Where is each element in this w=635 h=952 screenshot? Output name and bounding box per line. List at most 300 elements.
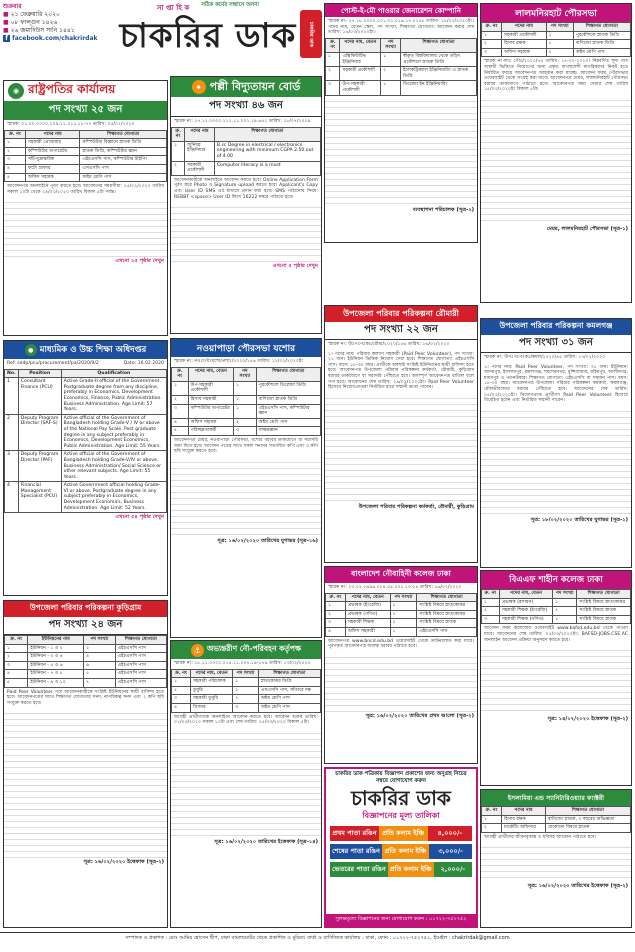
table-cell: Financial Management Specialist (PCU) bbox=[18, 482, 61, 513]
ad-secondary-education bbox=[3, 340, 168, 596]
table-header-cell: পদ সংখ্যা bbox=[390, 593, 417, 602]
table-header-cell: পদের নাম, বেতন bbox=[499, 590, 552, 599]
table-cell: ৫ bbox=[5, 678, 28, 687]
table-header-cell: পদ সংখ্যা bbox=[233, 669, 259, 678]
table-header-row bbox=[482, 590, 631, 599]
table-row bbox=[5, 164, 167, 173]
ad-inland-memo: স্মারক নং: ১৮.১১.০০০০.০১৪.১১.০০৭.১৯-১৭৯ তারিখ: ১৩/০২/২০২০ bbox=[174, 661, 311, 666]
ad-navy-college bbox=[324, 566, 478, 764]
ad-islamia-title: ইসলামিয়া এন্ড স্যানিটারিওয়্যার ফ্যাক্টরী bbox=[481, 790, 631, 806]
masthead-facebook[interactable]: f facebook.com/chakrirdak bbox=[3, 35, 115, 43]
table-row bbox=[172, 381, 321, 395]
table-cell: গ্রিজার bbox=[190, 703, 232, 712]
table-cell: ৪ bbox=[172, 418, 189, 427]
rate-row bbox=[330, 826, 472, 841]
ad-rural bbox=[170, 76, 322, 334]
table-cell: ৭ bbox=[84, 678, 116, 687]
rate-cell: প্রতি কলাম ইঞ্চি bbox=[382, 844, 429, 859]
table-cell: অষ্টম শ্রেণি পাস bbox=[258, 695, 320, 704]
table-cell: ৩ bbox=[172, 404, 189, 418]
ad-kurigram-table bbox=[4, 635, 167, 688]
table-row bbox=[326, 602, 477, 611]
ad-kamalganj-body: ১। পদের নাম: Paid Peer Volunteer, পদ সংখ্যা: ৩১ জন। ইউনিয়ন: আদমপুর, ইসলামপুর, কমলগঞ্জ, শমশেরনগর, মুন্সিবাজার, রহিমপুর, আলীনগর, মাধবপুর ও পতনউষার। শিক্ষাগত যোগ্যতা: এইচএসসি বা সমমান পাস। বয়স: ১৮-৩০ বছর। আবেদনপত্র উপজেলা পরিবার পরিকল্পনা কর্মকর্তা, কমলগঞ্জ, মৌলভীবাজার বরাবর পৌঁছাতে হবে। আবেদনের শেষ তারিখ: ০৫/০৩/২০২০ইং। নিয়োগপ্রাপ্ত প্রার্থীগণ Paid Peer Volunteer হিসেবে বিবেচিত হবেন এবং নির্ধারিত সম্মানী পাবেন। bbox=[484, 364, 628, 404]
ad-rural-title: ✦ পল্লী বিদ্যুতায়ন বোর্ড bbox=[171, 77, 321, 97]
ad-noapara-body: আবেদনপত্র মেয়র, নওয়াপাড়া পৌরসভা, যশোর বরাবর ডাকযোগে বা সরাসরি জমা দিতে হবে। আবেদন পত্রের সাথে সকল সনদের সত্যায়িত কপি এবং ৩ কপি ছবি সংযুক্ত করতে হবে। bbox=[174, 437, 318, 455]
table-cell: ৩ bbox=[5, 156, 26, 165]
ad-inland-water bbox=[170, 640, 322, 928]
footer-text: সম্পাদক ও প্রকাশক : মোঃ আমির হোসেন দ্বীপ, ঢাকা বাংলামোটর থেকে প্রকাশিত ও মুদ্রিত। বার্তা ও বাণিজ্যিক কার্যালয় : ঢাকা, ফোন : ০১৭২২-৭৫২৭৫২, ইমেইল : chakrirdak@gmail.com bbox=[125, 935, 510, 941]
table-row bbox=[5, 482, 167, 513]
ad-navy-closing: সূত্র: ১৬/০২/২০২০ তারিখের প্রথম আলো (সূত্র-২) bbox=[365, 712, 474, 719]
ad-lalmonirhat bbox=[480, 3, 632, 303]
ad-secondary-ref: Ref: sedp/pcu/procurement/pa/2020/9/2 bbox=[7, 361, 99, 366]
table-cell: ইউনিয়ন - ৭ ও ৮ bbox=[28, 670, 84, 679]
table-header-cell: পদের নাম, বেতন bbox=[340, 38, 381, 52]
ad-rate-card bbox=[324, 767, 478, 928]
table-header-cell: ক্র. নং bbox=[5, 130, 26, 139]
table-cell: ১ bbox=[546, 31, 573, 40]
table-cell: ১ bbox=[546, 40, 573, 49]
table-cell: Deputy Program Director (SAF-S) bbox=[18, 414, 61, 451]
table-cell: ২ bbox=[172, 161, 185, 175]
table-header-row bbox=[172, 127, 321, 141]
table-cell: এসএসসি পাস bbox=[80, 164, 167, 173]
table-cell: প্রভাষক (রসায়ন) bbox=[499, 598, 552, 607]
table-cell: ১ bbox=[381, 52, 401, 66]
table-cell: সহকারী প্রকৌশলী bbox=[502, 31, 547, 40]
table-header-cell: পদের নাম, বেতন bbox=[190, 669, 232, 678]
table-cell: ৪ bbox=[172, 703, 191, 712]
table-cell: ৩ bbox=[5, 661, 28, 670]
table-cell: অষ্টম শ্রেণি পাস bbox=[573, 48, 630, 57]
table-cell: ২ bbox=[546, 48, 573, 57]
table-row bbox=[482, 40, 631, 49]
table-header-cell: শিক্ষাগত যোগ্যতা bbox=[80, 130, 167, 139]
bulb-icon: ✦ bbox=[192, 80, 206, 94]
table-cell: অষ্টম শ্রেণি পাস bbox=[256, 418, 320, 427]
table-header-cell: শিক্ষাগত যোগ্যতা bbox=[577, 590, 631, 599]
ad-raumari-title: উপজেলা পরিবার পরিকল্পনা রৌমারী bbox=[325, 306, 477, 322]
table-row bbox=[172, 686, 321, 695]
ad-inland-table bbox=[171, 669, 321, 713]
table-cell: স্নাতক ডিগ্রি, কম্পিউটার জ্ঞান bbox=[80, 147, 167, 156]
table-cell: ১ bbox=[553, 615, 577, 624]
table-cell: ১ bbox=[482, 598, 500, 607]
table-cell: ১ bbox=[390, 610, 417, 619]
table-cell: কম্পিউটার অপারেটর bbox=[188, 404, 233, 418]
table-cell: ২ bbox=[233, 686, 259, 695]
rate-cell: প্রতি কলাম ইঞ্চি bbox=[388, 862, 434, 877]
table-cell: ৫ bbox=[172, 427, 189, 436]
table-cell: সহকারী পরিচালক bbox=[190, 678, 232, 687]
table-header-cell: শিক্ষাগত যোগ্যতা bbox=[256, 367, 320, 381]
table-header-row bbox=[172, 669, 321, 678]
table-header-cell: পদ সংখ্যা bbox=[546, 23, 573, 32]
table-header-cell: No. bbox=[5, 369, 19, 378]
table-cell: ১ bbox=[381, 81, 401, 95]
table-cell: এসএসসি পাস, সাঁতারে দক্ষ bbox=[258, 686, 320, 695]
rate-cell: ৩,০০০/- bbox=[429, 844, 472, 859]
table-cell: ১ bbox=[233, 678, 259, 687]
table-cell: এইচএসসি পাস, কম্পিউটার টাইপিং bbox=[80, 156, 167, 165]
ad-kurigram-closing: সূত্র: ১৬/০২/২০২০ ইত্তেফাক (সূত্র-২) bbox=[83, 859, 164, 866]
table-cell: ১ bbox=[234, 395, 257, 404]
table-row bbox=[5, 644, 167, 653]
table-cell: ১ bbox=[5, 644, 28, 653]
table-header-cell: পদের নাম bbox=[185, 127, 215, 141]
table-header-row bbox=[482, 23, 631, 32]
table-cell: ২ bbox=[172, 686, 191, 695]
table-cell: ৩ bbox=[234, 427, 257, 436]
ad-president-table bbox=[4, 130, 167, 183]
table-row bbox=[326, 67, 477, 81]
table-row bbox=[326, 52, 477, 66]
table-cell: ৪ bbox=[5, 164, 26, 173]
table-cell: ১ bbox=[390, 627, 417, 636]
table-header-cell: ক্র. নং bbox=[482, 807, 502, 816]
table-header-cell: ক্র. নং bbox=[326, 593, 346, 602]
rate-cell: প্রথম পাতা রঙিন bbox=[330, 826, 379, 841]
rate-row bbox=[330, 862, 472, 877]
ad-islamia bbox=[480, 789, 632, 928]
table-cell: হিসাব রক্ষক bbox=[502, 815, 546, 824]
ad-raumari-post-count: পদ সংখ্যা ২২ জন bbox=[325, 322, 477, 340]
ad-raumari-filler bbox=[325, 393, 477, 503]
table-cell: পুরকৌশলে ডিপ্লোমা ডিগ্রি bbox=[256, 381, 320, 395]
table-cell: অফিস সহায়ক bbox=[188, 418, 233, 427]
ad-kurigram-title: উপজেলা পরিবার পরিকল্পনা কুড়িগ্রাম bbox=[4, 601, 167, 617]
table-cell: ৪ bbox=[84, 653, 116, 662]
table-cell: Active Grade-II official of the Government. Postgraduate degree from any discipline, preferably in Economics, Development Economics, Finance, Public Administration. Business Administration. Age Limit: 57 Years. bbox=[61, 378, 166, 415]
masthead-brand bbox=[118, 2, 298, 72]
ad-kamalganj-title: উপজেলা পরিবার পরিকল্পনা কমলগঞ্জ bbox=[481, 319, 631, 335]
ad-secondary-ref-line bbox=[4, 359, 167, 369]
ad-power-title: পোস্ট-ই-মৌ পাওয়ার জেনারেশন কোম্পানি bbox=[325, 4, 477, 17]
table-cell: ২ bbox=[172, 395, 189, 404]
table-cell: যেকোনো বিষয়ে স্নাতক bbox=[545, 824, 630, 833]
table-cell: অফিস সহায়ক bbox=[502, 48, 547, 57]
table-header-cell: পদের নাম, বেতন bbox=[188, 367, 233, 381]
table-row bbox=[172, 395, 321, 404]
ad-president-memo: স্মারক: ০১.০০.০০০০.০০৯.১১.০১১.১৮-৭৭ তারিখ: ০৫/০২/২০২০ bbox=[7, 122, 135, 127]
table-cell: সংশ্লিষ্ট বিষয়ে স্নাতকোত্তর bbox=[577, 598, 631, 607]
facebook-icon: f bbox=[3, 35, 10, 42]
table-cell: হিসাব রক্ষক bbox=[502, 40, 547, 49]
table-row bbox=[5, 451, 167, 482]
ad-raumari-closing: উপজেলা পরিবার পরিকল্পনা কর্মকর্তা, রৌমারী, কুড়িগ্রাম bbox=[358, 503, 474, 510]
ad-noapara-memo: স্মারক নং: নওঃপৌঃযশো/প্রশাঃ/২০২০/১৫৬ তারিখ: ১২/০২/২০২০ইং bbox=[174, 359, 304, 364]
table-cell: ডিপ্লোমা ইন ইঞ্জিনিয়ারিং bbox=[401, 81, 477, 95]
table-cell: 2 bbox=[5, 414, 19, 451]
date-block bbox=[3, 3, 115, 43]
table-row bbox=[482, 824, 631, 833]
table-cell: এইচএসসি পাস bbox=[115, 670, 166, 679]
ad-president-filler bbox=[4, 197, 167, 257]
rate-cell: প্রতি কলাম ইঞ্চি bbox=[379, 826, 428, 841]
table-header-cell: পদের নাম, বেতন bbox=[345, 593, 390, 602]
table-cell: স্বীকৃত বিশ্ববিদ্যালয় থেকে তড়িৎ প্রকৌশলে স্নাতক ডিগ্রি bbox=[401, 52, 477, 66]
ad-kurigram-filler bbox=[4, 708, 167, 858]
table-row bbox=[5, 678, 167, 687]
table-header-row bbox=[172, 367, 321, 381]
ad-islamia-closing: সূত্র: ১৬/০২/২০২০ তারিখের ইত্তেফাক (সূত্র-২) bbox=[527, 883, 628, 890]
rate-cell: ভেতরের পাতা রঙিন bbox=[330, 862, 388, 877]
ad-president-body: আবেদনপত্র অনলাইনে পূরণ করতে হবে। আবেদনের সময়সীমা: ২৫/০২/২০২০ তারিখ সকাল ১০টা থেকে ২৪/০৩/২০২০ তারিখ বিকাল ৫টা পর্যন্ত। bbox=[7, 184, 164, 195]
ad-lalmonirhat-body: স্মারক নং-লাঃ পৌঃ/২০২০/৭৩ তারিখ: ১৭-০২-২০২০। নিম্নবর্ণিত শূন্য পদে অস্থায়ী ভিত্তিতে নিয়োগের জন্য প্রকৃত বাংলাদেশী নাগরিকদের নিকট হতে নির্ধারিত ফরমে আবেদনপত্র আহবান করা যাচ্ছে। আবেদন ফরম পৌরসভার ওয়েবসাইট থেকে সংগ্রহ করা যাবে। আবেদনপত্র মেয়র, লালমনিরহাট পৌরসভা বরাবর ডাকযোগে পাঠাতে হবে। আবেদনপত্র জমা দেয়ার শেষ তারিখ ১৫/০৩/২০২০ইং বিকাল ৫টা। bbox=[484, 59, 628, 93]
table-row bbox=[172, 404, 321, 418]
masthead-side-badge: চাকরির ডাক bbox=[300, 10, 322, 58]
table-row bbox=[5, 653, 167, 662]
table-cell: ৩ bbox=[482, 48, 502, 57]
table-header-cell: শিক্ষাগত যোগ্যতা bbox=[401, 38, 477, 52]
table-cell: ২ bbox=[381, 67, 401, 81]
table-cell: সহকারী প্রোগ্রামার bbox=[25, 139, 80, 148]
table-cell: এইচএসসি পাস, কম্পিউটার জ্ঞান bbox=[256, 404, 320, 418]
calendar-icon: ■ bbox=[3, 27, 9, 34]
table-row bbox=[172, 427, 321, 436]
rate-row bbox=[330, 844, 472, 859]
ad-navy-title: বাংলাদেশ নৌবাহিনী কলেজ ঢাকা bbox=[325, 567, 477, 583]
table-cell: ৩ bbox=[326, 619, 346, 628]
ad-rural-body: আবেদনকারীকে অনলাইনে আবেদন করতে হবে। Online Application Form পূরণ করে Photo ও Signature upload করতে হবে। Applicant's Copy এবং User ID SMS এর মাধ্যমে প্রদান করা হবে। SMS পাঠানোর নিয়ম: REBBT <space> User ID লিখে 16222 নম্বরে পাঠাতে হবে। bbox=[174, 177, 318, 200]
ad-secondary-date: Date: 16.02.2020 bbox=[123, 361, 164, 366]
table-row bbox=[5, 661, 167, 670]
table-row bbox=[172, 418, 321, 427]
table-header-cell: ক্র. নং bbox=[326, 38, 340, 52]
ad-navy-filler bbox=[325, 652, 477, 712]
table-row bbox=[482, 607, 631, 616]
anchor-icon: ⚓ bbox=[191, 644, 204, 657]
table-cell: ৩ bbox=[482, 615, 500, 624]
ad-inland-filler bbox=[171, 728, 321, 838]
ad-president bbox=[3, 80, 168, 336]
table-header-cell: পদ সংখ্যা bbox=[84, 636, 116, 645]
table-header-row bbox=[5, 636, 167, 645]
ad-navy-memo: স্মারক নং: ২৩.০২.২৬৯৬.০১৪.০৫.০০১.২০.২৪ তারিখ: ১৬/০২/২০২০ bbox=[328, 585, 462, 590]
ad-baf-shaheen bbox=[480, 570, 632, 786]
table-header-row bbox=[5, 369, 167, 378]
table-cell: হিসাব সহকারী bbox=[188, 395, 233, 404]
table-header-cell: পদ সংখ্যা bbox=[381, 38, 401, 52]
ad-inland-closing: সূত্র: ১৬/০২/২০২০ তারিখের ইত্তেফাক (সূত্র-১৪) bbox=[214, 838, 318, 845]
table-row bbox=[172, 161, 321, 175]
ad-rate-subtitle: বিজ্ঞাপনের মূল্য তালিকা bbox=[362, 811, 440, 821]
table-cell: ইলেকট্রিক্যাল ইঞ্জিনিয়ারিং এ স্নাতক ডিগ্রি bbox=[401, 67, 477, 81]
ad-noapara-filler bbox=[171, 457, 321, 537]
table-cell: সাক্ষরজ্ঞান bbox=[256, 427, 320, 436]
calendar-icon: ■ bbox=[3, 11, 9, 18]
table-header-cell: ক্র. নং bbox=[482, 590, 500, 599]
masthead-weekly: সা প্তা হি ক সঠিক কর্মের সন্ধানে অনন্য bbox=[156, 2, 260, 12]
table-header-cell: শিক্ষাগত যোগ্যতা bbox=[545, 807, 630, 816]
ad-islamia-filler bbox=[481, 842, 631, 882]
table-cell: ৩ bbox=[172, 695, 191, 704]
ad-kurigram bbox=[3, 600, 168, 928]
table-cell: Computer literacy is a must bbox=[214, 161, 320, 175]
ad-baf-title: বিএএফ শাহীন কলেজ ঢাকা bbox=[481, 571, 631, 589]
ad-power-filler bbox=[325, 96, 477, 206]
table-row bbox=[5, 670, 167, 679]
table-cell: ৩ bbox=[233, 703, 259, 712]
table-header-cell: ইউনিয়নের নাম bbox=[28, 636, 84, 645]
table-cell: এইচএসসি পাস bbox=[115, 661, 166, 670]
table-cell: ১ bbox=[234, 404, 257, 418]
table-cell: পুরকৌশলে স্নাতক ডিগ্রি bbox=[573, 31, 630, 40]
table-row bbox=[482, 615, 631, 624]
ad-lalmonirhat-table bbox=[481, 22, 631, 57]
table-row bbox=[326, 81, 477, 95]
table-cell: ২ bbox=[482, 607, 500, 616]
table-cell: Active official of the Government of Bangladesh holding Grade-V/IV or above. Business Administration/ Social Science or other relevant subjects. Age Limit: 55 Years. bbox=[61, 451, 166, 482]
table-cell: ২ bbox=[326, 67, 340, 81]
table-cell: সহকারী শিক্ষক bbox=[345, 619, 390, 628]
table-cell: ৫ bbox=[5, 173, 26, 182]
table-cell: সহকারী শিক্ষক (ইংরেজি) bbox=[499, 607, 552, 616]
table-cell: 3 bbox=[5, 451, 19, 482]
table-header-row bbox=[326, 593, 477, 602]
table-row bbox=[5, 147, 167, 156]
table-cell: ইউনিয়ন - ৩ ও ৪ bbox=[28, 653, 84, 662]
table-cell: প্রভাষক (গণিত) bbox=[345, 610, 390, 619]
table-cell: Active official of the Government of Bangladesh holding Grade-V / IV or above of the National Pay Scale. Post graduate degree in any subject preferably in Economics, Development Economics, Public Administration. Age Limit: 55 Years. bbox=[61, 414, 166, 451]
table-header-cell: Qualification bbox=[61, 369, 166, 378]
emblem-icon: ● bbox=[25, 344, 37, 356]
ad-power-body: স্মারক নং- ২৭.১৮.০০০০.০০১.৩১.০১৬.১৭.০১৫৮ তারিখ- ১৮/০২/২০২০ইং। পদের নাম, বেতন স্কেল, পদ সংখ্যা, শিক্ষাগত যোগ্যতা। আবেদন করার শেষ তারিখ: ১৬/০৩/২০২০ইং। bbox=[328, 19, 474, 36]
table-header-cell: পদের নাম bbox=[25, 130, 80, 139]
table-cell: ১ bbox=[234, 381, 257, 395]
table-cell: এইচএসসি পাস bbox=[417, 627, 477, 636]
table-cell: Consultant Finance (PCU) bbox=[18, 378, 61, 415]
table-cell: B.sc Degree in electrical / electronics engineering with minimum CGPA 2.50 out of 4.00 bbox=[214, 141, 320, 161]
rate-cell: শেষের পাতা রঙিন bbox=[330, 844, 382, 859]
ad-raumari-memo: স্মারক নং: উঃপঃপঃকঃ/রৌমা/২০২০/১৫৬ তারিখ: ১৬/০২/২০২০ bbox=[328, 342, 450, 347]
ad-power-closing: ব্যবস্থাপনা পরিচালক (সূত্র-২) bbox=[412, 206, 474, 213]
footer bbox=[0, 932, 635, 952]
table-cell: কম্পিউটার বিজ্ঞানে স্নাতক ডিগ্রি bbox=[80, 139, 167, 148]
table-cell: স্নাতকোত্তর ডিগ্রি bbox=[258, 678, 320, 687]
ad-rural-table bbox=[171, 127, 321, 176]
table-cell: সহকারী শিক্ষক (গণিত) bbox=[499, 615, 552, 624]
ad-islamia-table bbox=[481, 806, 631, 833]
table-header-cell: শিক্ষাগত যোগ্যতা bbox=[417, 593, 477, 602]
table-cell: অফিস সহায়ক bbox=[25, 173, 80, 182]
ad-raumari-body: ১। পদের নাম: পরিবার কল্যাণ সহকারী (Paid Peer Volunteer), পদ সংখ্যা: ২২ জন। ইউনিয়ন ভিত্তিক নিয়োগ দেয়া হবে। শিক্ষাগত যোগ্যতা: এইচএসসি পাস। বয়স: ১৮-৩০ বছর। প্রার্থীকে অবশ্যই সংশ্লিষ্ট ইউনিয়নের স্থায়ী বাসিন্দা হতে হবে। আবেদনপত্র উপজেলা পরিবার পরিকল্পনা কর্মকর্তা, রৌমারী, কুড়িগ্রাম বরাবর ডাকযোগে বা সরাসরি পৌঁছাতে হবে। অসম্পূর্ণ আবেদনপত্র বাতিল বলে গণ্য হবে। আবেদনের শেষ তারিখ: ২৯/০২/২০২০ইং। Paid Peer Volunteer হিসেবে নিয়োগপ্রাপ্তরা নির্ধারিত হারে সম্মানী ভাতা পাবেন। bbox=[328, 351, 474, 391]
ad-navy-table bbox=[325, 593, 477, 637]
table-cell: ফটো গ্রাফার bbox=[25, 164, 80, 173]
ad-lalmonirhat-filler bbox=[481, 95, 631, 225]
table-header-cell: শিক্ষাগত যোগ্যতা bbox=[573, 23, 630, 32]
table-row bbox=[5, 378, 167, 415]
seal-icon: ◉ bbox=[8, 83, 24, 99]
ad-rural-closing: এখনো ৫ পৃষ্ঠার দেখুন bbox=[272, 263, 318, 270]
table-cell: ২ bbox=[5, 653, 28, 662]
table-cell: Active Government official holding Grade-VI or above. Postgraduate degree in any subject preferably in Economics, Development Economics, Business Administration. Age Limit: 52 Years. bbox=[61, 482, 166, 513]
table-cell: ১ bbox=[326, 52, 340, 66]
table-cell: বাণিজ্যে স্নাতক ডিগ্রি bbox=[573, 40, 630, 49]
table-header-row bbox=[5, 130, 167, 139]
table-cell: ৪ bbox=[5, 670, 28, 679]
ad-noapara-table bbox=[171, 367, 321, 436]
table-cell: ২ bbox=[326, 610, 346, 619]
table-cell: ১ bbox=[390, 602, 417, 611]
ad-kamalganj-memo: স্মারক নং: উপঃপঃপঃকঃ/কমল/২০২০/৪৫ তারিখ: ১৭/০২/২০২০ bbox=[484, 355, 606, 360]
table-cell: সহকারী প্রকৌশলী bbox=[185, 161, 215, 175]
table-cell: জুনিয়র ইঞ্জিনিয়ার bbox=[185, 141, 215, 161]
table-cell: ১ bbox=[482, 815, 502, 824]
rate-cell: ২,০০০/- bbox=[434, 862, 472, 877]
table-cell: ২ bbox=[482, 40, 502, 49]
ad-president-post-count: পদ সংখ্যা ২৫ জন bbox=[4, 101, 167, 120]
ad-secondary-closing: এখনো ৫৪ পৃষ্ঠার দেখুন bbox=[115, 514, 164, 521]
table-row bbox=[482, 598, 631, 607]
ad-power-generation bbox=[324, 3, 478, 243]
ad-raumari bbox=[324, 305, 478, 563]
table-cell: প্রভাষক (ইংরেজি) bbox=[345, 602, 390, 611]
table-cell: ১ bbox=[482, 31, 502, 40]
table-cell: ৩ bbox=[326, 81, 340, 95]
table-header-cell: পদ সংখ্যা bbox=[553, 590, 577, 599]
table-cell: ৫ bbox=[84, 670, 116, 679]
table-row bbox=[172, 703, 321, 712]
table-cell: সংশ্লিষ্ট বিষয়ে স্নাতকোত্তর bbox=[417, 602, 477, 611]
ad-noapara-title: নওয়াপাড়া পৌরসভা যশোর bbox=[171, 339, 321, 357]
table-cell: ২ bbox=[233, 695, 259, 704]
table-row bbox=[482, 31, 631, 40]
table-row bbox=[172, 695, 321, 704]
table-cell: ১ bbox=[5, 139, 26, 148]
table-cell: ১ bbox=[172, 381, 189, 395]
table-cell: সহকারী ডুবুরি bbox=[190, 695, 232, 704]
table-cell: এক্সিকিউটিভ ইঞ্জিনিয়ার bbox=[340, 52, 381, 66]
ad-noapara bbox=[170, 338, 322, 638]
table-cell: সংশ্লিষ্ট বিষয়ে স্নাতকোত্তর bbox=[417, 610, 477, 619]
ad-rate-contact: সুলভমূল্যে বিজ্ঞাপনের জন্য যোগাযোগ করুন : ০১৭২২-৭৫২৭৫২ bbox=[326, 914, 476, 926]
table-cell: উপ-সহকারী প্রকৌশলী bbox=[340, 81, 381, 95]
masthead-title: চাকরির ডাক bbox=[119, 16, 297, 56]
table-cell: ২ bbox=[553, 607, 577, 616]
table-header-cell: ক্র. নং bbox=[172, 367, 189, 381]
table-cell: এইচএসসি পাস bbox=[115, 653, 166, 662]
ad-islamia-body: আগ্রহী প্রার্থীদের জীবনবৃত্তান্ত ও ছবিসহ আবেদন পাঠাতে হবে। bbox=[484, 834, 597, 840]
table-row bbox=[172, 678, 321, 687]
table-row bbox=[326, 619, 477, 628]
table-cell: ইউনিয়ন - ৫ ও ৬ bbox=[28, 661, 84, 670]
table-row bbox=[326, 627, 477, 636]
ad-baf-closing: সূত্র: ১৪/০২/২০২০ ইত্তেফাক (সূত্র-২) bbox=[547, 716, 628, 723]
ad-lalmonirhat-closing: মেয়র, লালমনিরহাট পৌরসভা (সূত্র-১) bbox=[546, 225, 628, 232]
ad-president-closing: এখনো ২৫ পৃষ্ঠার দেখুন bbox=[115, 258, 164, 265]
table-cell: ১ bbox=[172, 141, 185, 161]
table-row bbox=[5, 139, 167, 148]
table-cell: এইচএসসি পাস bbox=[115, 678, 166, 687]
table-header-cell: শিক্ষাগত যোগ্যতা bbox=[258, 669, 320, 678]
ad-president-title: ◉ রাষ্ট্রপতির কার্যালয় bbox=[4, 81, 167, 101]
table-header-row bbox=[326, 38, 477, 52]
ad-noapara-closing: সূত্র: ১৬/০২/২০২০ তারিখের যুগান্তর (সূত্র-১৬) bbox=[217, 537, 318, 544]
table-header-cell: শিক্ষাগত যোগ্যতা bbox=[115, 636, 166, 645]
masthead-day: শুক্রবার bbox=[3, 3, 22, 10]
table-cell: Deputy Program Director (PAF) bbox=[18, 451, 61, 482]
masthead-date-hijri: ■ ২৬ জমাদিউস সানি ১৪৪১ bbox=[3, 27, 75, 34]
table-cell: পরিচ্ছন্নতাকর্মী bbox=[188, 427, 233, 436]
table-cell: ইউনিয়ন - ১ ও ২ bbox=[28, 644, 84, 653]
ad-kurigram-body: Paid Peer Volunteer পদে আবেদনকারীকে সংশ্লিষ্ট ইউনিয়নের স্থায়ী বাসিন্দা হতে হবে। আবেদনপত্রের সাথে শিক্ষাগত যোগ্যতার সনদ, নাগরিকত্ব সনদ এবং ২ কপি ছবি সংযুক্ত করতে হবে। bbox=[7, 689, 164, 706]
ad-kamalganj-post-count: পদ সংখ্যা ৩১ জন bbox=[481, 335, 631, 353]
table-header-cell: শিক্ষাগত যোগ্যতা bbox=[214, 127, 320, 141]
ad-secondary-title: ● মাধ্যমিক ও উচ্চ শিক্ষা অধিদপ্তর bbox=[4, 341, 167, 359]
ad-kamalganj bbox=[480, 318, 632, 568]
table-cell: সহকারী প্রকৌশলী bbox=[340, 67, 381, 81]
